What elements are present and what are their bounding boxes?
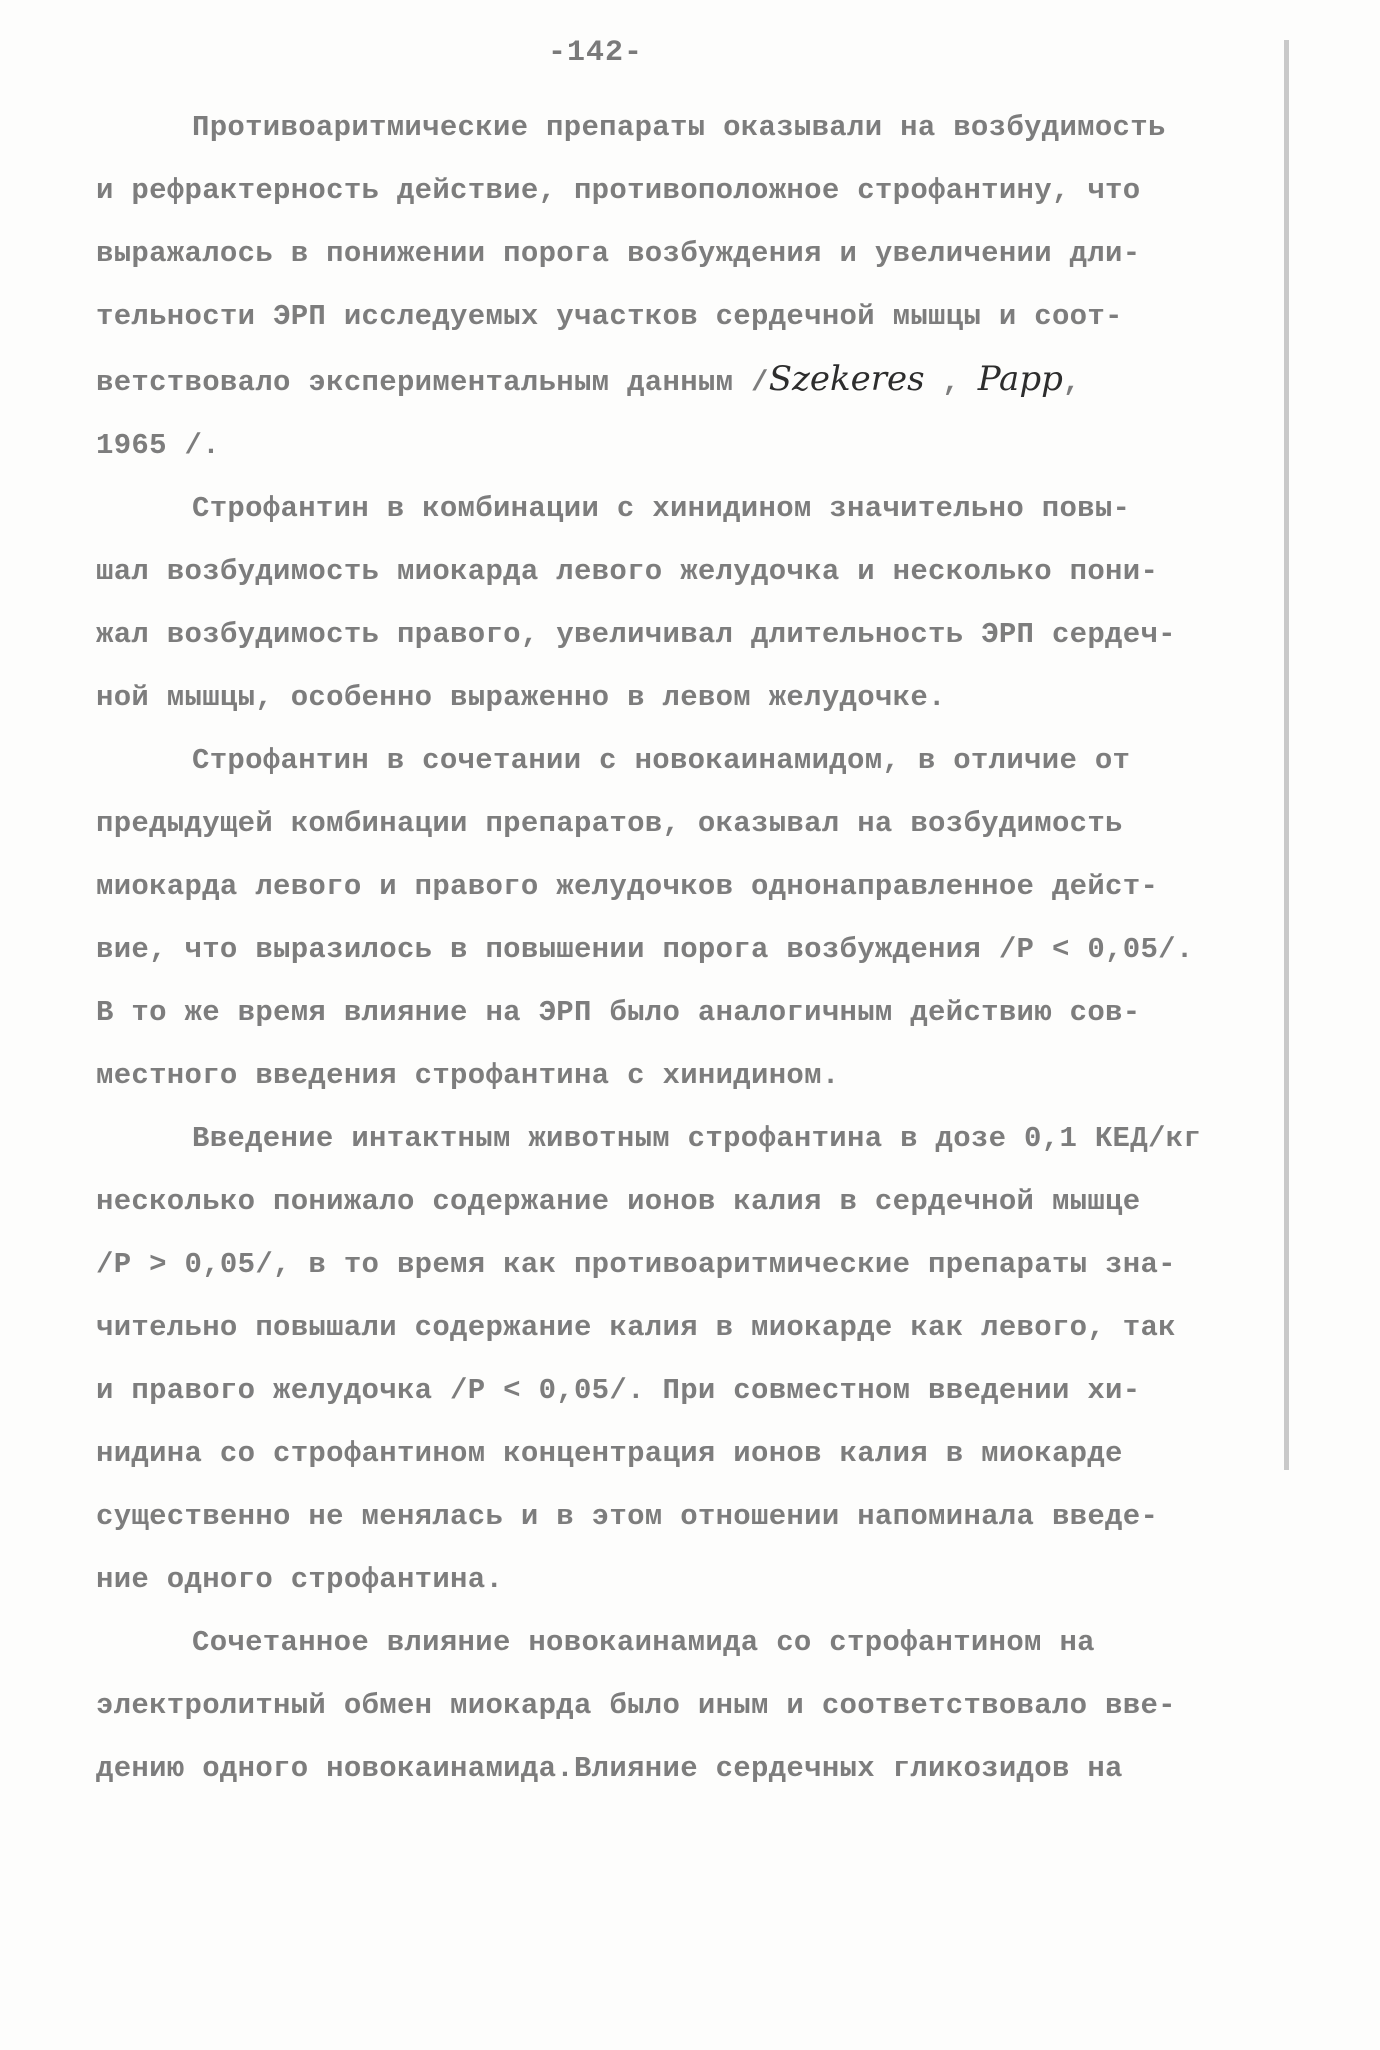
paragraph-5 (96, 1611, 1286, 1800)
text-line: Сочетанное влияние новокаинамида со строфантином на (192, 1626, 1095, 1659)
text-line: жал возбудимость правого, увеличивал длительность ЭРП сердеч- (96, 618, 1176, 651)
citation-lead: ветствовало экспериментальным данным / (96, 366, 769, 399)
text-line: выражалось в понижении порога возбуждения и увеличении дли- (96, 237, 1141, 270)
paragraph-3 (96, 729, 1286, 1107)
text-line: нидина со строфантином концентрация ионов калия в миокарде (96, 1437, 1123, 1470)
citation-separator: , (924, 366, 978, 399)
text-line: В то же время влияние на ЭРП было аналогичным действию сов- (96, 996, 1141, 1029)
text-line: шал возбудимость миокарда левого желудочка и несколько пони- (96, 555, 1159, 588)
text-line: местного введения строфантина с хинидином. (96, 1059, 840, 1092)
paragraph-1 (96, 96, 1286, 477)
text-line: 1965 /. (96, 429, 220, 462)
citation-end: , (1062, 366, 1081, 399)
text-line: вие, что выразилось в повышении порога возбуждения /Р < 0,05/. (96, 933, 1194, 966)
handwritten-author-2: Papp (977, 359, 1063, 399)
text-line: Строфантин в комбинации с хинидином значительно повы- (192, 492, 1131, 525)
text-line: дению одного новокаинамида.Влияние сердечных гликозидов на (96, 1752, 1123, 1785)
text-line: ной мышцы, особенно выраженно в левом желудочке. (96, 681, 946, 714)
text-line: предыдущей комбинации препаратов, оказывал на возбудимость (96, 807, 1123, 840)
text-line: несколько понижало содержание ионов калия в сердечной мышце (96, 1185, 1141, 1218)
paragraph-2 (96, 477, 1286, 729)
handwritten-author-1: Szekeres (768, 359, 925, 399)
text-line: /Р > 0,05/, в то время как противоаритмические препараты зна- (96, 1248, 1176, 1281)
text-line: Противоаритмические препараты оказывали на возбудимость (192, 111, 1166, 144)
text-line: Строфантин в сочетании с новокаинамидом, в отличие от (192, 744, 1131, 777)
text-line: чительно повышали содержание калия в миокарде как левого, так (96, 1311, 1176, 1344)
text-line: миокарда левого и правого желудочков однонаправленное дейст- (96, 870, 1159, 903)
document-body (96, 96, 1286, 1800)
text-line: Введение интактным животным строфантина в дозе 0,1 КЕД/кг (192, 1122, 1202, 1155)
text-line: электролитный обмен миокарда было иным и соответствовало вве- (96, 1689, 1176, 1722)
text-line: тельности ЭРП исследуемых участков сердечной мышцы и соот- (96, 300, 1123, 333)
page-number: -142- (548, 36, 644, 70)
text-line: существенно не менялась и в этом отношении напоминала введе- (96, 1500, 1159, 1533)
text-line: и правого желудочка /Р < 0,05/. При совместном введении хи- (96, 1374, 1141, 1407)
text-line: ние одного строфантина. (96, 1563, 504, 1596)
citation-line (96, 348, 1286, 414)
text-line: и рефрактерность действие, противоположное строфантину, что (96, 174, 1141, 207)
paragraph-4 (96, 1107, 1286, 1611)
